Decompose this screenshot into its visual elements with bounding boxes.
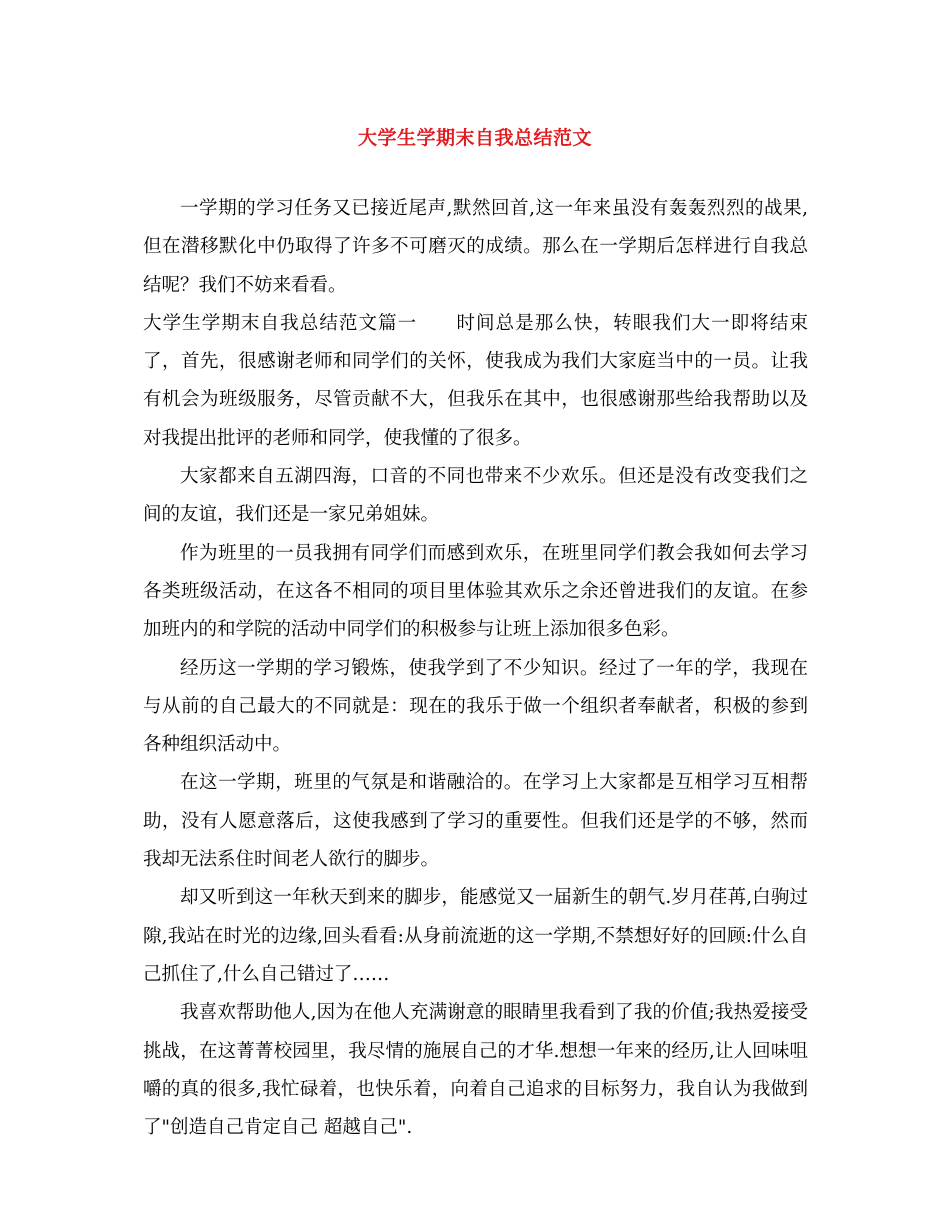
paragraph-friendship: 大家都来自五湖四海，口音的不同也带来不少欢乐。但还是没有改变我们之间的友谊，我们还是一家兄弟姐妹。 [143,466,808,526]
paragraph-section-one: 大学生学期末自我总结范文篇一 时间总是那么快，转眼我们大一即将结束了，首先，很感谢老师和同学们的关怀，使我成为我们大家庭当中的一员。让我有机会为班级服务，尽管贡献不大，但我乐在其中，也很感谢那些给我帮助以及对我提出批评的老师和同学，使我懂的了很多。 [143,312,808,449]
paragraph-autumn: 却又听到这一年秋天到来的脚步，能感觉又一届新生的朝气.岁月荏苒,白驹过隙,我站在时光的边缘,回头看看:从身前流逝的这一学期,不禁想好好的回顾:什么自己抓住了,什么自己错过了…… [143,887,808,985]
paragraph-intro: 一学期的学习任务又已接近尾声,默然回首,这一年来虽没有轰轰烈烈的战果,但在潜移默化中仍取得了许多不可磨灭的成绩。那么在一学期后怎样进行自我总结呢？我们不妨来看看。 [143,198,808,296]
paragraph-class-member: 作为班里的一员我拥有同学们而感到欢乐，在班里同学们教会我如何去学习各类班级活动，在这各不相同的项目里体验其欢乐之余还曾进我们的友谊。在参加班内的和学院的活动中同学们的积极参与让班上添加很多色彩。 [143,542,808,641]
paragraph-atmosphere: 在这一学期，班里的气氛是和谐融洽的。在学习上大家都是互相学习互相帮助，没有人愿意落后，这使我感到了学习的重要性。但我们还是学的不够，然而我却无法系住时间老人欲行的脚步。 [143,772,808,871]
paragraph-helping-others: 我喜欢帮助他人,因为在他人充满谢意的眼睛里我看到了我的价值;我热爱接受挑战，在这菁菁校园里，我尽情的施展自己的才华.想想一年来的经历,让人回味咀嚼的真的很多,我忙碌着，也快乐着，向着自己追求的目标努力，我自认为我做到了"创造自己肯定自己 超越自己". [143,1002,808,1139]
paragraph-learning: 经历这一学期的学习锻炼，使我学到了不少知识。经过了一年的学，我现在与从前的自己最大的不同就是：现在的我乐于做一个组织者奉献者，积极的参到各种组织活动中。 [143,657,808,756]
document-title: 大学生学期末自我总结范文 [357,127,592,149]
document-body [143,190,808,1147]
